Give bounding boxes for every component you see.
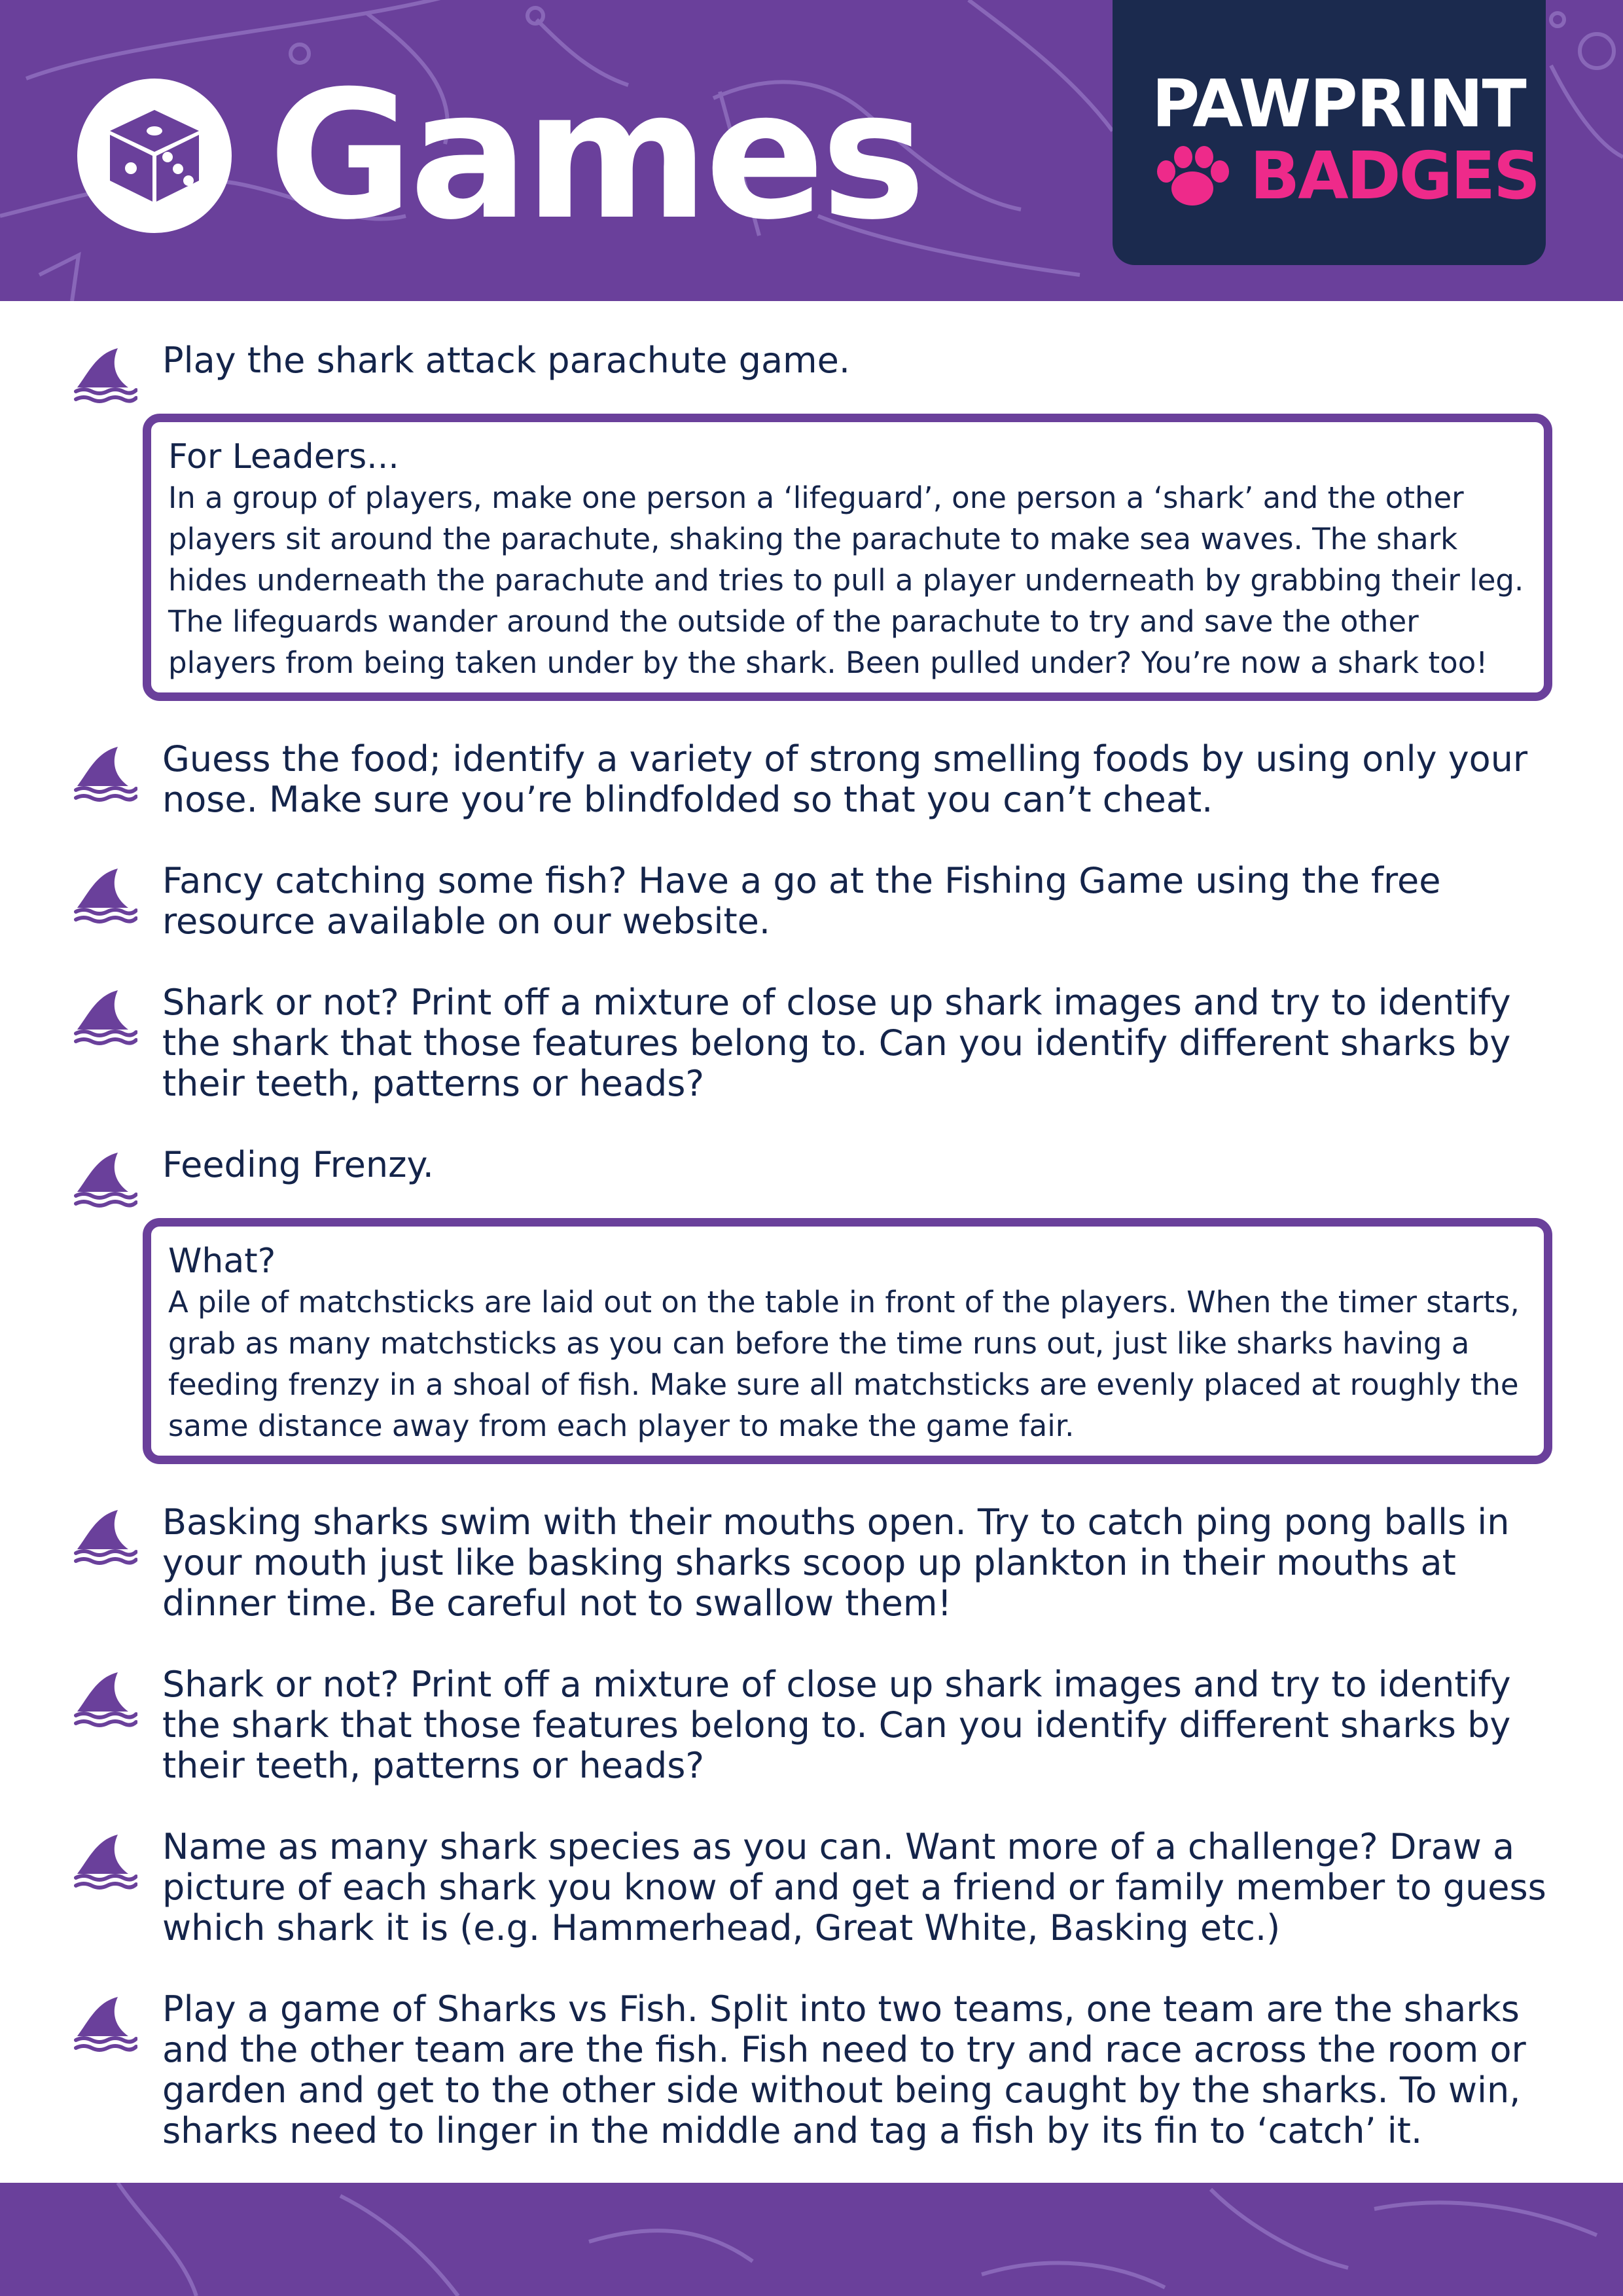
list-item [72, 982, 1551, 1104]
shark-fin-icon [72, 1150, 137, 1209]
logo-text-badges: BADGES [1250, 137, 1539, 214]
list-item [72, 739, 1551, 820]
page-title: Games [268, 52, 922, 259]
list-item-text: Shark or not? Print off a mixture of close up shark images and try to identify the shark that those features belong to. Can you identify different sharks by their teeth, patterns or heads? [162, 1664, 1511, 1786]
shark-fin-icon [72, 1832, 137, 1891]
list-item-text: Feeding Frenzy. [162, 1144, 434, 1185]
what-box [143, 1218, 1552, 1464]
list-item-text: Play a game of Sharks vs Fish. Split into two teams, one team are the sharks and the other team are the fish. Fish need to try and race across the room or garden and get to the other side without being caught by the sharks. To win, sharks need to linger in the middle and tag a fish by its fin to ‘catch’ it. [162, 1988, 1526, 2151]
list-item [72, 1827, 1551, 1948]
shark-fin-icon [72, 1507, 137, 1566]
logo-text-pawprint: PAWPRINT [1152, 65, 1525, 142]
shark-fin-icon [72, 744, 137, 803]
list-item-text: Fancy catching some fish? Have a go at the Fishing Game using the free resource available on our website. [162, 860, 1441, 942]
list-item [72, 1145, 1551, 1185]
shark-fin-icon [72, 1994, 137, 2053]
list-item-text: Basking sharks swim with their mouths open. Try to catch ping pong balls in your mouth just like basking sharks scoop up plankton in their mouths at dinner time. Be careful not to swallow them! [162, 1501, 1510, 1624]
pawprint-badges-logo [1113, 0, 1546, 265]
box-title: For Leaders... [168, 437, 399, 476]
paw-icon [1152, 145, 1237, 211]
list-item [72, 1989, 1551, 2151]
list-item-text: Guess the food; identify a variety of strong smelling foods by using only your nose. Make sure you’re blindfolded so that you can’t cheat. [162, 738, 1528, 820]
list-item-text: Play the shark attack parachute game. [162, 340, 851, 381]
shark-fin-icon [72, 988, 137, 1047]
dice-circle [77, 79, 232, 233]
list-item-text: Name as many shark species as you can. Want more of a challenge? Draw a picture of each shark you know of and get a friend or family member to guess which shark it is (e.g. Hammerhead, Great White, Basking etc.) [162, 1826, 1546, 1948]
shark-pattern-decoration [0, 2183, 1623, 2296]
shark-fin-icon [72, 866, 137, 925]
dice-icon [102, 103, 207, 208]
list-item [72, 1664, 1551, 1786]
box-title: What? [168, 1242, 276, 1281]
for-leaders-box [143, 414, 1552, 701]
shark-fin-icon [72, 346, 137, 404]
list-item-text: Shark or not? Print off a mixture of close up shark images and try to identify the shark that those features belong to. Can you identify different sharks by their teeth, patterns or heads? [162, 982, 1511, 1104]
list-item [72, 340, 1551, 381]
header-banner [0, 0, 1623, 301]
shark-fin-icon [72, 1670, 137, 1729]
box-text: A pile of matchsticks are laid out on the table in front of the players. When the timer starts, grab as many matchsticks as you can before the time runs out, just like sharks having a feeding frenzy in a shoal of fish. Make sure all matchsticks are evenly placed at roughly the same distance away from each player to make the game fair. [168, 1285, 1520, 1443]
list-item [72, 861, 1551, 942]
list-item [72, 1502, 1551, 1624]
box-text: In a group of players, make one person a ‘lifeguard’, one person a ‘shark’ and the other players sit around the parachute, shaking the parachute to make sea waves. The shark hides underneath the parachute and tries to pull a player underneath by grabbing their leg. The lifeguards wander around the outside of the parachute to try and save the other players from being taken under by the shark. Been pulled under? You’re now a shark too! [168, 480, 1524, 680]
footer-banner [0, 2183, 1623, 2296]
activity-list [72, 340, 1551, 2192]
